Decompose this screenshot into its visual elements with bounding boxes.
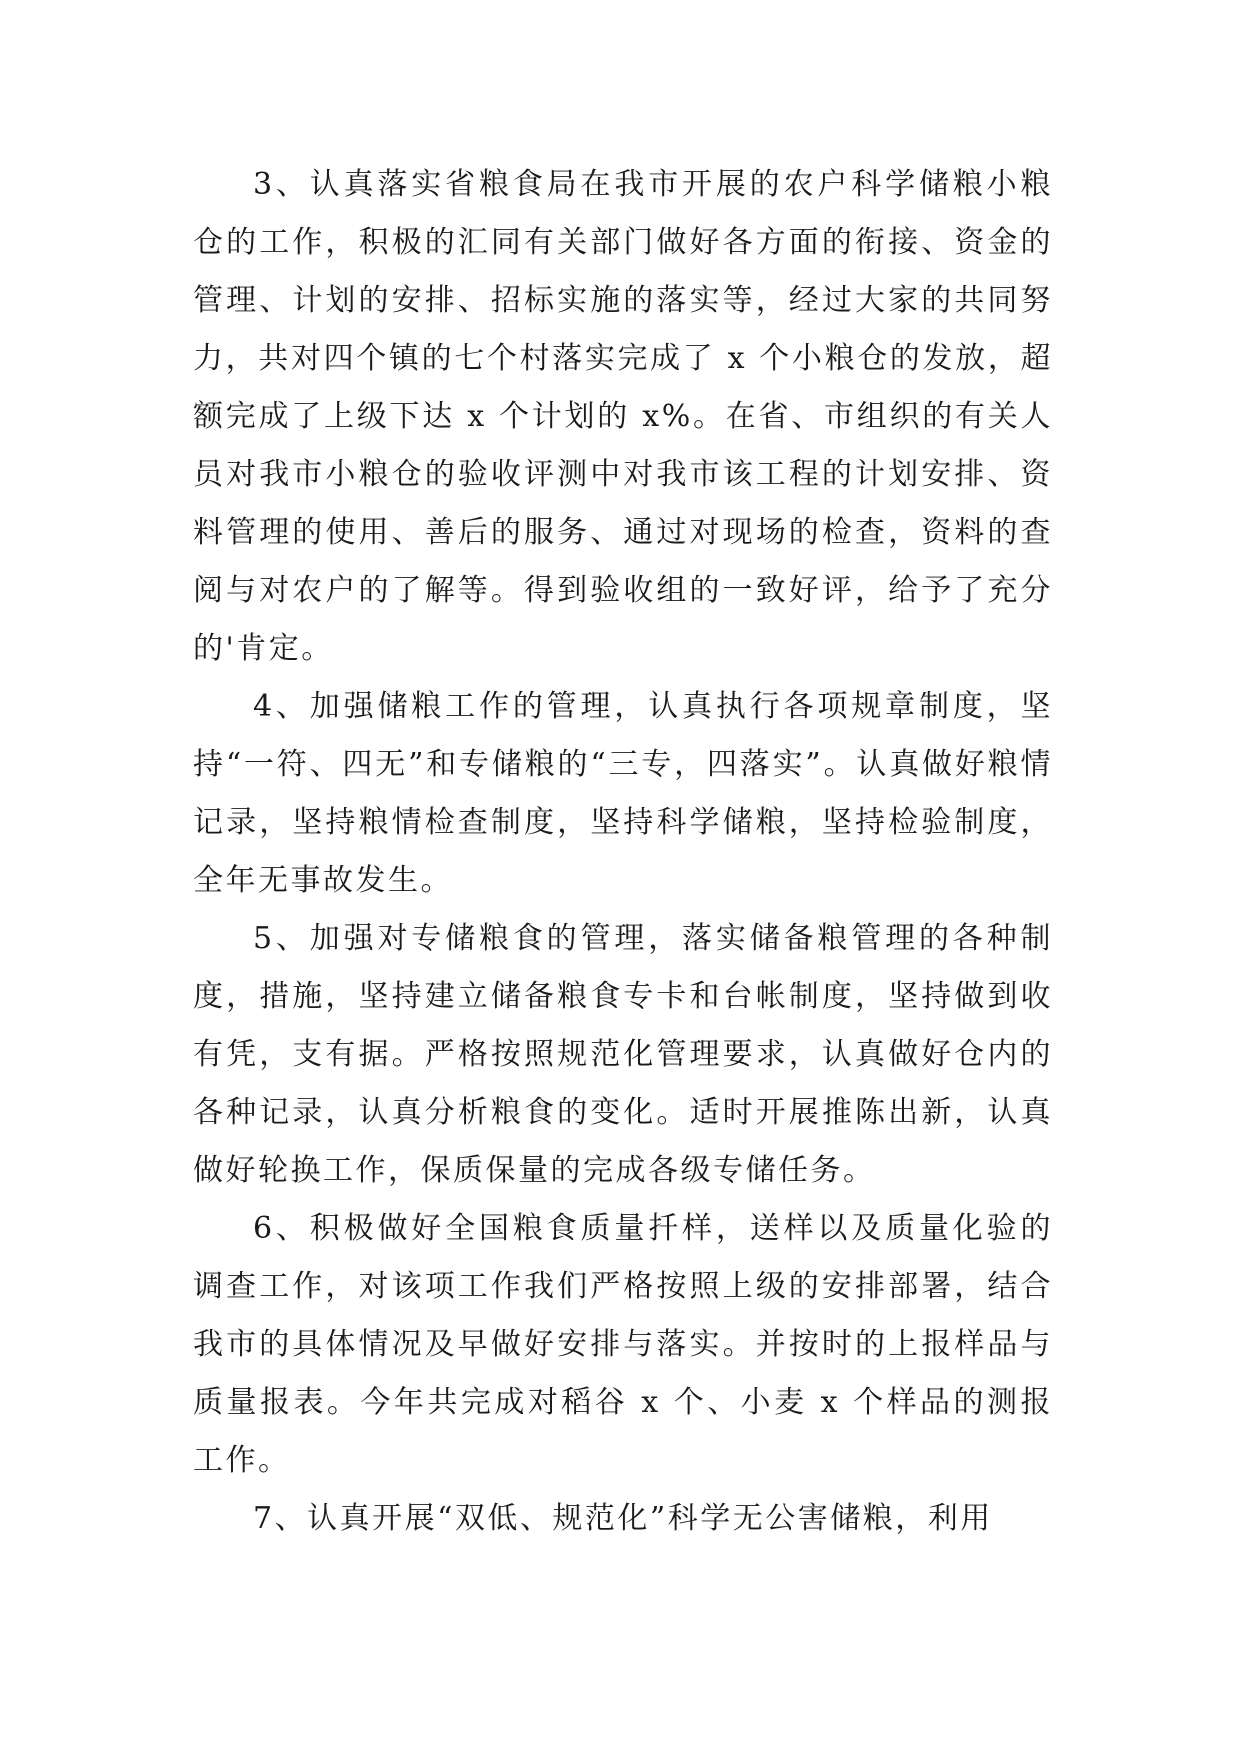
document-body [193, 156, 1053, 1548]
paragraph-6: 6、积极做好全国粮食质量扦样，送样以及质量化验的调查工作，对该项工作我们严格按照上级的安排部署，结合我市的具体情况及早做好安排与落实。并按时的上报样品与质量报表。今年共完成对稻谷 x 个、小麦 x 个样品的测报工作。 [193, 1211, 1053, 1478]
paragraph-3: 3、认真落实省粮食局在我市开展的农户科学储粮小粮仓的工作，积极的汇同有关部门做好各方面的衔接、资金的管理、计划的安排、招标实施的落实等，经过大家的共同努力，共对四个镇的七个村落实完成了 x 个小粮仓的发放，超额完成了上级下达 x 个计划的 x%。在省、市组织的有关人员对我市小粮仓的验收评测中对我市该工程的计划安排、资料管理的使用、善后的服务、通过对现场的检查，资料的查阅与对农户的了解等。得到验收组的一致好评，给予了充分的'肯定。 [193, 167, 1053, 666]
paragraph-7: 7、认真开展“双低、规范化”科学无公害储粮，利用 [253, 1501, 993, 1536]
paragraph-4: 4、加强储粮工作的管理，认真执行各项规章制度，坚持“一符、四无”和专储粮的“三专，四落实”。认真做好粮情记录，坚持粮情检查制度，坚持科学储粮，坚持检验制度，全年无事故发生。 [193, 689, 1053, 898]
paragraph-5: 5、加强对专储粮食的管理，落实储备粮管理的各种制度，措施，坚持建立储备粮食专卡和台帐制度，坚持做到收有凭，支有据。严格按照规范化管理要求，认真做好仓内的各种记录，认真分析粮食的变化。适时开展推陈出新，认真做好轮换工作，保质保量的完成各级专储任务。 [193, 921, 1053, 1188]
